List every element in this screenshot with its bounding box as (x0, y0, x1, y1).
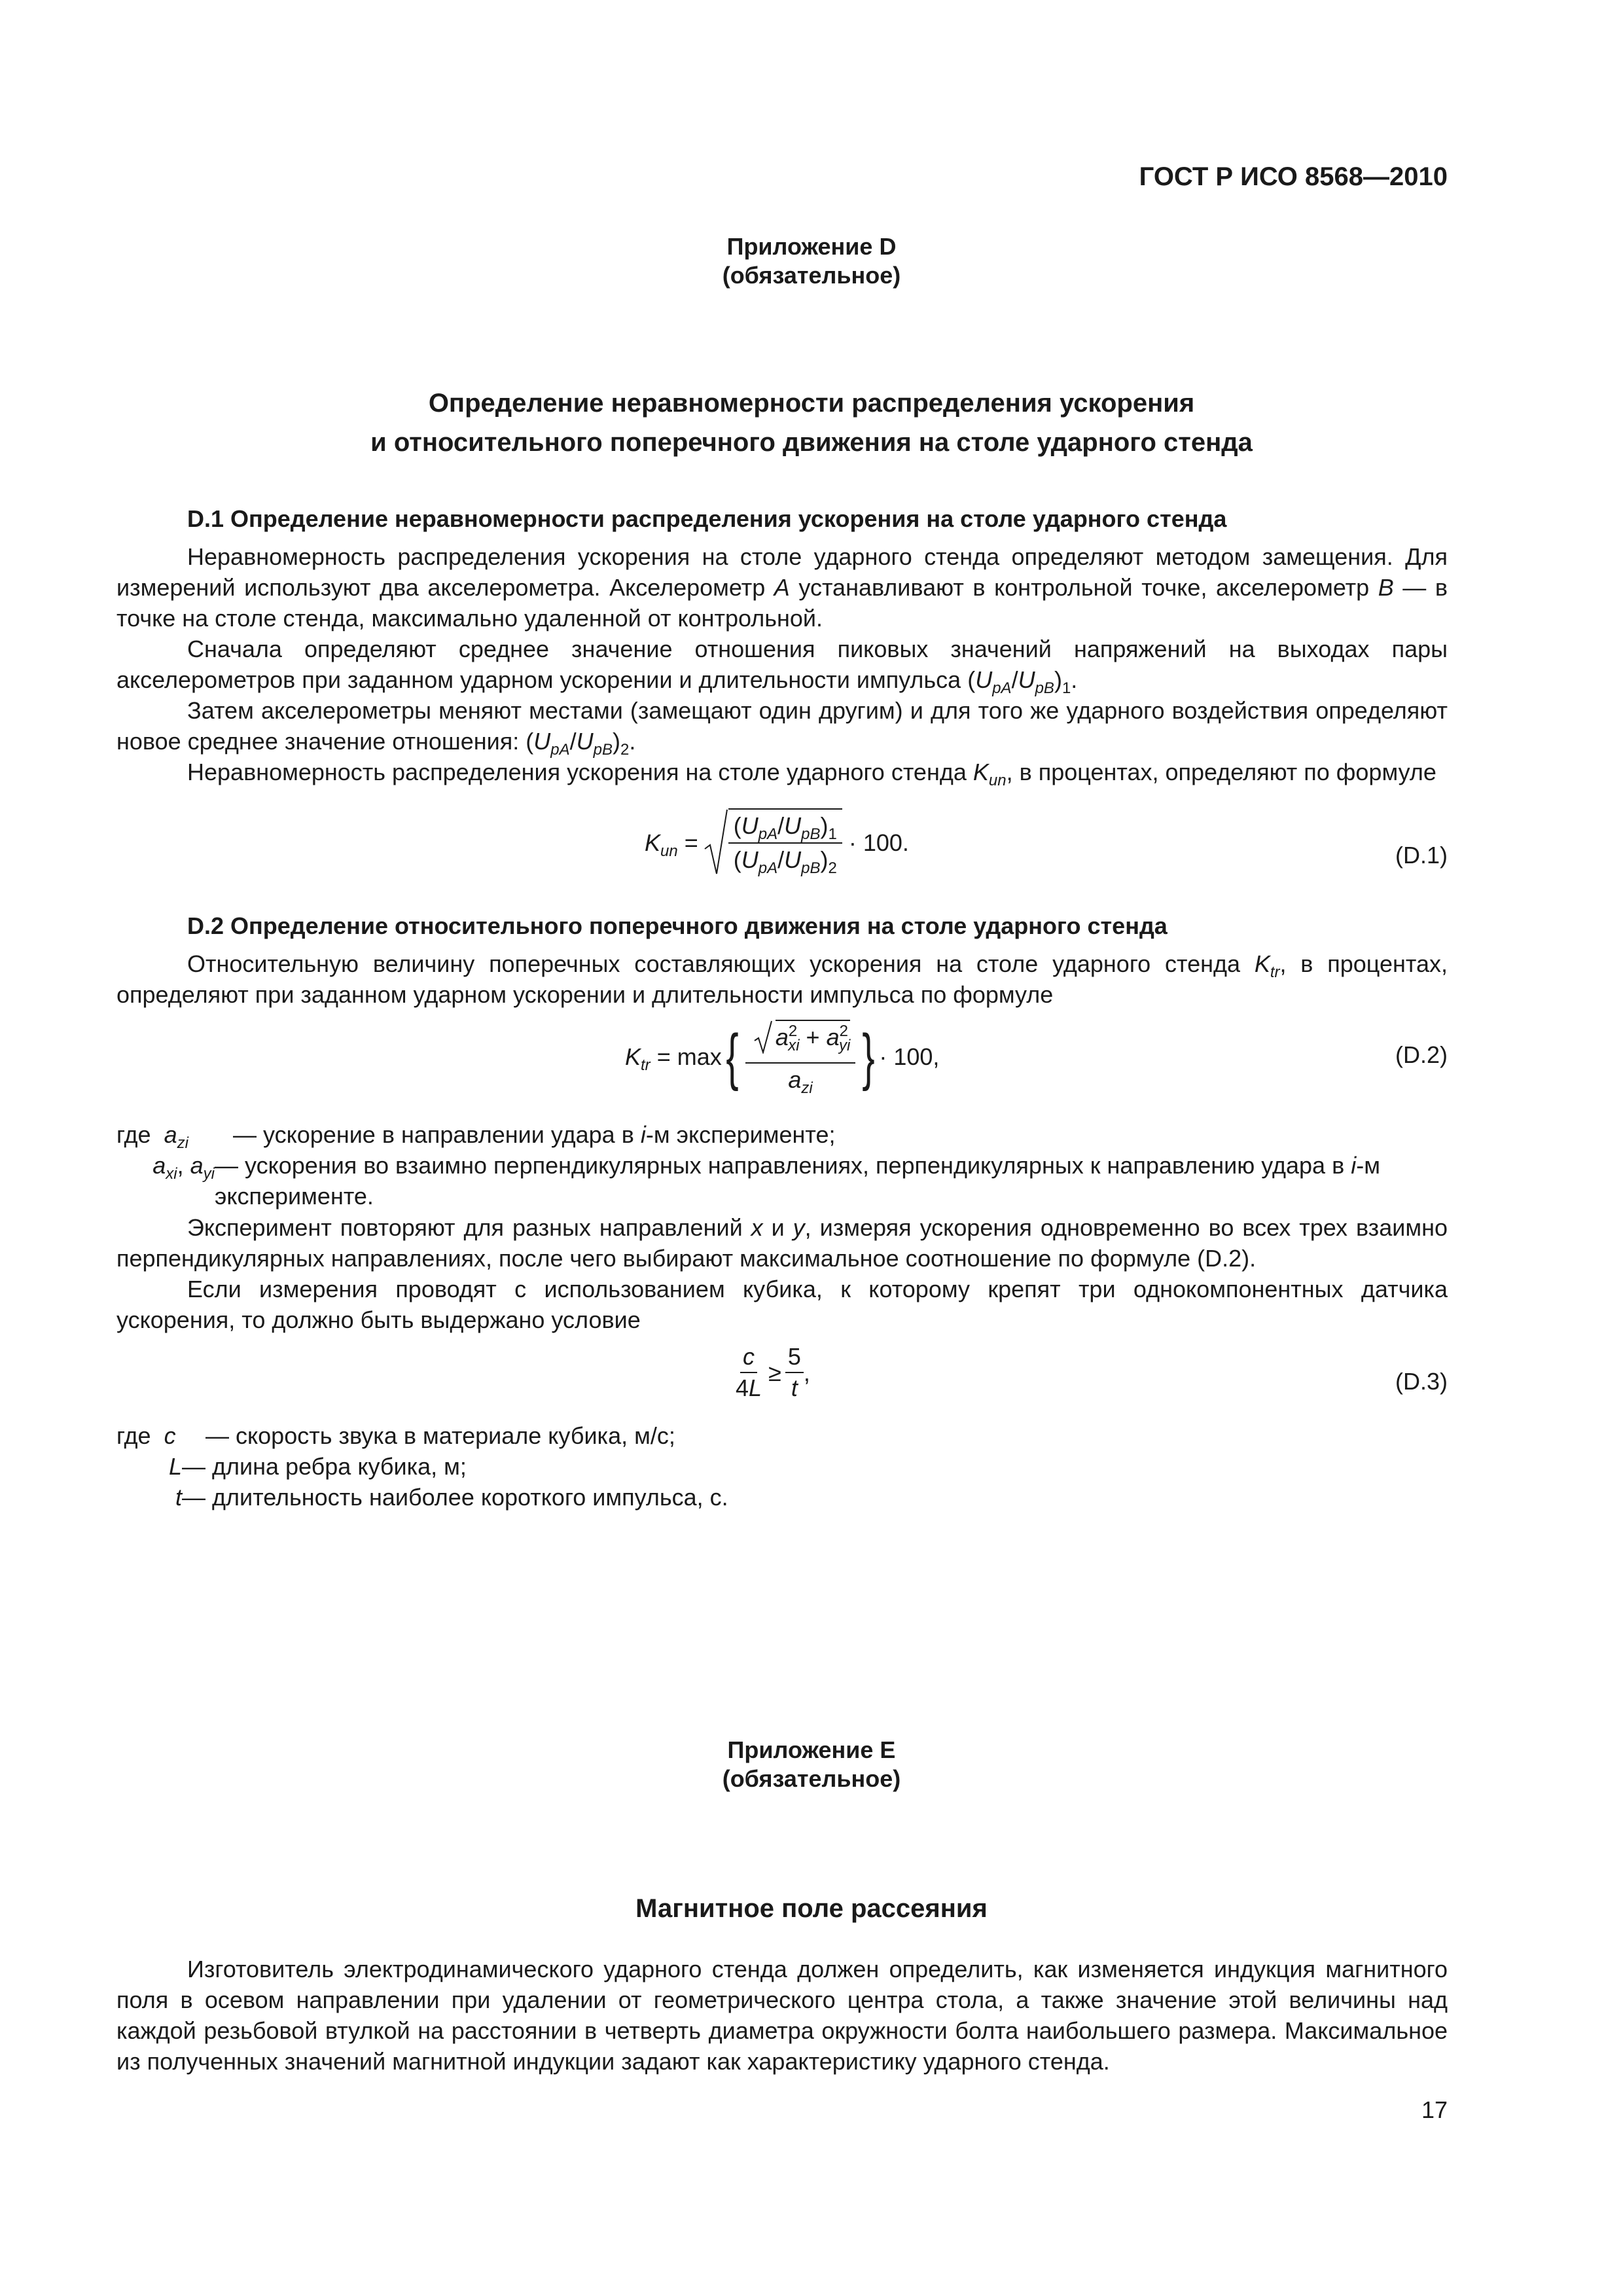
annex-e-status: (обязательное) (722, 1765, 901, 1792)
definition-L: L — длина ребра кубика, м; (168, 1453, 467, 1480)
document-id-header: ГОСТ Р ИСО 8568—2010 (1139, 162, 1448, 191)
annex-e-title: Приложение E (727, 1736, 896, 1763)
right-brace: } (862, 1021, 875, 1092)
definition-c: где c — скорость звука в материале кубика, м/с; (116, 1422, 675, 1449)
formula-d3: $\frac{c}{4L}$ ≥ $\frac{5}{t}$ , (736, 1343, 810, 1401)
formula-d1: $K_{un}$ = $\frac{(U_{pA}/U_{pB})_1}{(U_{pA}/U_{pB})_2}$ · 100. (645, 808, 909, 876)
annex-d-title: Приложение D (726, 233, 897, 260)
section-d2-body-continued (116, 1212, 1448, 1335)
d2-paragraph-3: Если измерения проводят с использованием кубика, к которому крепят три однокомпонентных датчика ускорения, то должно быть выдержано условие (116, 1276, 1448, 1333)
radical-sign-icon (751, 1020, 776, 1054)
annex-d-heading-line2: и относительного поперечного движения на столе ударного стенда (370, 428, 1253, 457)
d2-variable-definitions (116, 1119, 1448, 1211)
d3-variable-definitions (116, 1420, 1448, 1513)
annex-e-heading: Магнитное поле рассеяния (635, 1894, 988, 1923)
equation-number-d3: (D.3) (1395, 1368, 1448, 1395)
radical-sign-icon (704, 808, 728, 876)
formula-d2: $K_{tr} = \max$ { $\frac{a^2_{xi} + a^2_{yi}}{a_{zi}}$ } · 100, (625, 1020, 939, 1094)
definition-t: t — длительность наиболее короткого импульса, с. (175, 1484, 728, 1511)
annex-e-paragraph: Изготовитель электродинамического ударного стенда должен определить, как изменяется индукция магнитного поля в осевом направлении при удалении от геометрического центра стола, а также значение этой величины над каждой резьбовой втулкой на расстоянии в четверть диаметра окружности болта наибольшего размера. Максимальное из полученных значений магнитной индукции задают как характеристику ударного стенда. (116, 1956, 1448, 2075)
annex-e-body (116, 1954, 1448, 2077)
definition-axi-ayi: $a_{xi}$, $a_{yi}$ — ускорения во взаимно перпендикулярных направлениях, перпендикулярных к направлению удара в i-м эксперименте. (152, 1152, 1380, 1210)
d1-paragraph-1: Неравномерность распределения ускорения на столе ударного стенда определяют методом замещения. Для измерений используют два акселерометра. Акселерометр A устанавливают в контрольной точке, акселерометр B — в точке на столе стенда, максимально удаленной от контрольной. (116, 543, 1448, 632)
section-d1-body (116, 541, 1448, 787)
annex-d-status: (обязательное) (722, 262, 901, 289)
section-d1-heading: D.1 Определение неравномерности распределения ускорения на столе ударного стенда (187, 505, 1227, 532)
definition-azi: где $a_{zi}$ — ускорение в направлении удара в i-м эксперименте; (116, 1121, 836, 1152)
d2-paragraph-1: Относительную величину поперечных составляющих ускорения на столе ударного стенда $K_{tr}$, в процентах, определяют при заданном ударном ускорении и длительности импульса по формуле (116, 950, 1448, 1008)
d1-paragraph-4: Неравномерность распределения ускорения на столе ударного стенда $K_{un}$, в процентах, определяют по формуле (187, 759, 1436, 789)
d1-paragraph-3: Затем акселерометры меняют местами (замещают один другим) и для того же ударного воздействия определяют новое среднее значение отношения: $(U_{pA}/U_{pB})_2$. (116, 697, 1448, 759)
left-brace: { (726, 1021, 739, 1092)
d1-paragraph-2: Сначала определяют среднее значение отношения пиковых значений напряжений на выходах пары акселерометров при заданном ударном ускорении и длительности импульса $(U_{pA}/U_{pB})_1$. (116, 636, 1448, 697)
section-d2-body (116, 948, 1448, 1010)
equation-number-d2: (D.2) (1395, 1041, 1448, 1068)
annex-d-heading-line1: Определение неравномерности распределения ускорения (428, 389, 1195, 418)
section-d2-heading: D.2 Определение относительного поперечного движения на столе ударного стенда (187, 912, 1168, 939)
page-number: 17 (1421, 2096, 1448, 2123)
equation-number-d1: (D.1) (1395, 842, 1448, 869)
d2-paragraph-2: Эксперимент повторяют для разных направлений x и y, измеряя ускорения одновременно во всех трех взаимно перпендикулярных направлениях, после чего выбирают максимальное соотношение по формуле (D.2). (116, 1214, 1448, 1272)
